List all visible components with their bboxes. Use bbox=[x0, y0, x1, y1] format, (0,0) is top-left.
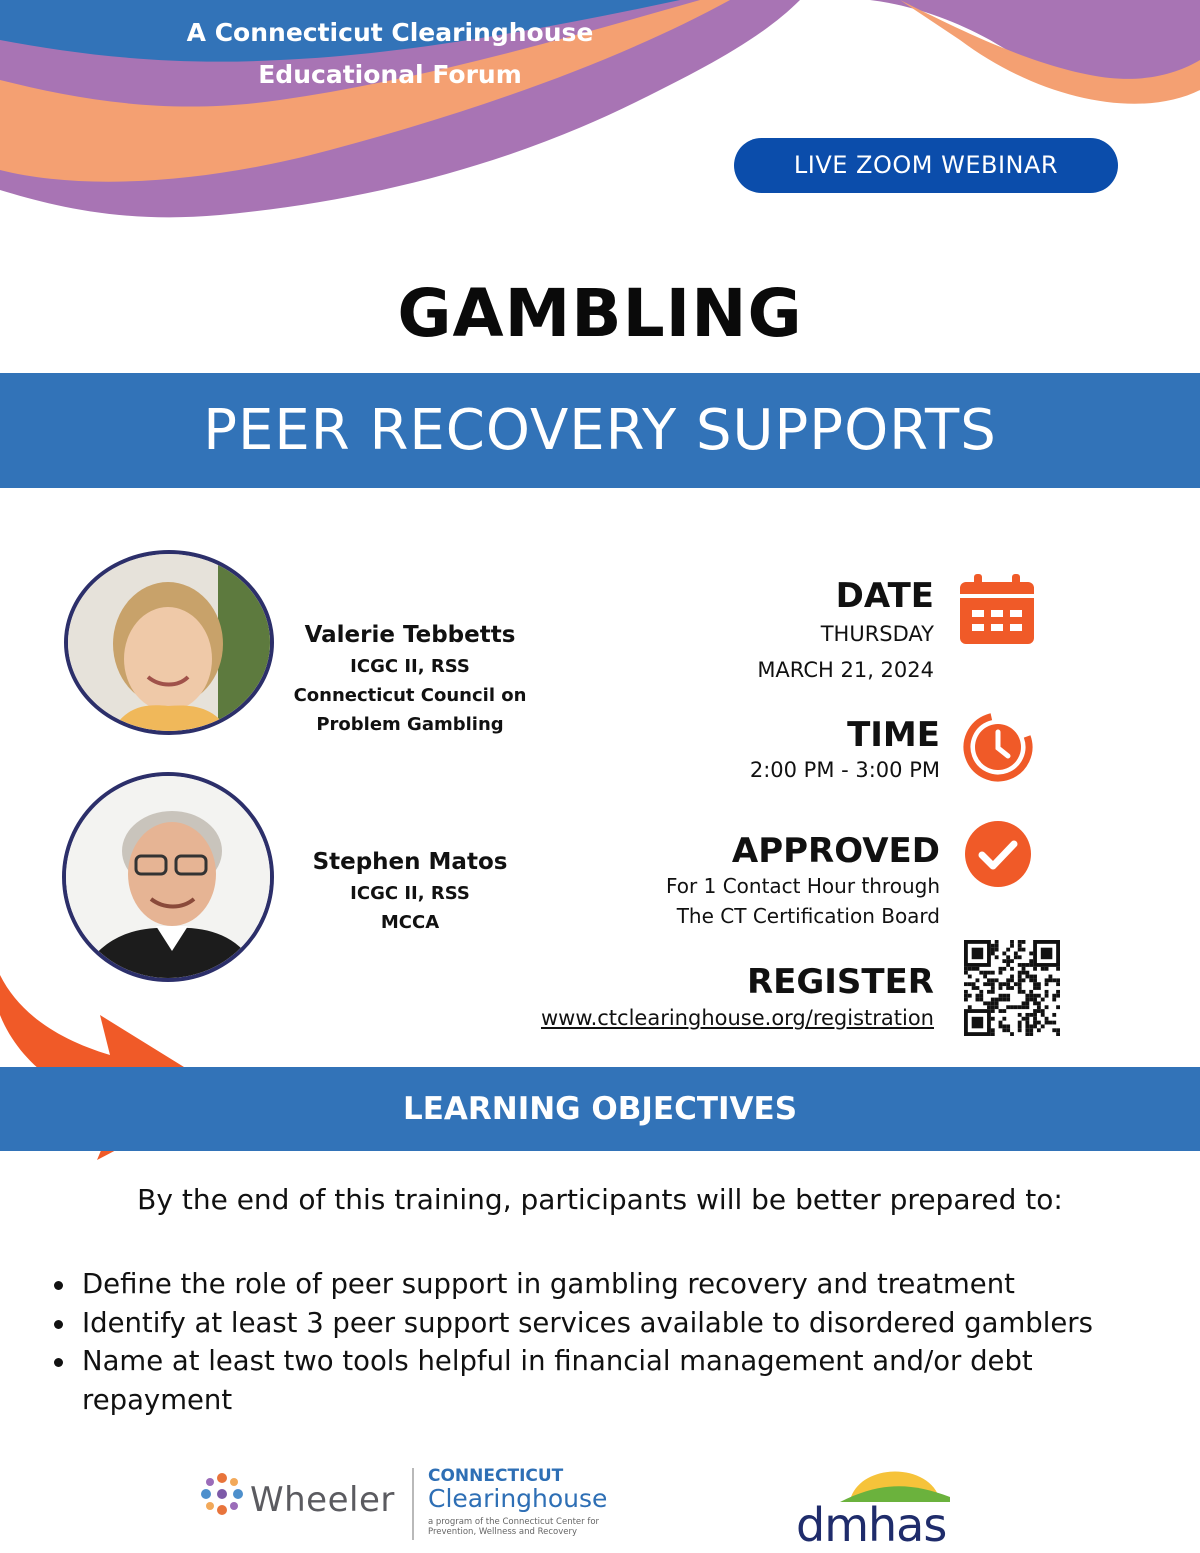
dmhas-logo: dmhas bbox=[796, 1498, 947, 1552]
checkmark-icon bbox=[964, 820, 1032, 888]
speaker-affiliation: Connecticut Council on bbox=[293, 685, 527, 706]
time-heading: TIME bbox=[847, 715, 940, 755]
approved-line-1: For 1 Contact Hour through bbox=[666, 874, 940, 898]
dmhas-sun-icon bbox=[840, 1452, 950, 1502]
objectives-lead: By the end of this training, participants will be better prepared to: bbox=[137, 1183, 1063, 1216]
logo-divider bbox=[412, 1468, 414, 1540]
speaker-affiliation: MCCA bbox=[380, 912, 440, 933]
speaker-affiliation-cont: Problem Gambling bbox=[316, 714, 504, 735]
date-heading: DATE bbox=[835, 576, 934, 616]
clock-icon bbox=[960, 708, 1038, 786]
register-link[interactable]: www.ctclearinghouse.org/registration bbox=[540, 1006, 934, 1030]
approved-block bbox=[560, 831, 940, 931]
list-item: Identify at least 3 peer support services available to disordered gamblers bbox=[50, 1304, 1180, 1343]
approved-heading: APPROVED bbox=[731, 831, 940, 871]
event-day: THURSDAY bbox=[820, 622, 934, 646]
wheeler-logo bbox=[198, 1470, 395, 1522]
objectives-banner: LEARNING OBJECTIVES bbox=[0, 1067, 1200, 1151]
clearinghouse-logo-line-2: Clearinghouse bbox=[428, 1484, 608, 1513]
forum-line-1: A Connecticut Clearinghouse bbox=[186, 18, 594, 47]
speaker-photo-valerie bbox=[64, 550, 274, 735]
speaker-valerie bbox=[270, 618, 550, 739]
clearinghouse-logo-line-1: CONNECTICUT bbox=[428, 1466, 564, 1486]
forum-line-2: Educational Forum bbox=[258, 60, 522, 89]
calendar-icon bbox=[958, 574, 1036, 646]
wheeler-flower-icon bbox=[198, 1470, 246, 1518]
speaker-name: Stephen Matos bbox=[312, 849, 508, 875]
subtitle-banner: PEER RECOVERY SUPPORTS bbox=[0, 373, 1200, 488]
time-block bbox=[600, 715, 940, 785]
date-block bbox=[600, 576, 934, 688]
clearinghouse-tagline: a program of the Connecticut Center for Prevention, Wellness and Recovery bbox=[428, 1517, 600, 1537]
register-block bbox=[480, 962, 934, 1034]
speaker-name: Valerie Tebbetts bbox=[304, 622, 516, 648]
wheeler-wordmark: Wheeler bbox=[250, 1480, 395, 1520]
list-item: Define the role of peer support in gambling recovery and treatment bbox=[50, 1265, 1180, 1304]
page-title: GAMBLING bbox=[397, 275, 803, 352]
webinar-badge: LIVE ZOOM WEBINAR bbox=[734, 138, 1118, 193]
speaker-credential: ICGC II, RSS bbox=[350, 656, 470, 677]
list-item: Name at least two tools helpful in financial management and/or debt repayment bbox=[50, 1342, 1180, 1419]
event-date: MARCH 21, 2024 bbox=[757, 658, 934, 682]
qr-code[interactable] bbox=[964, 940, 1062, 1036]
approved-line-2: The CT Certification Board bbox=[676, 904, 940, 928]
speaker-credential: ICGC II, RSS bbox=[350, 883, 470, 904]
speaker-stephen bbox=[270, 845, 550, 937]
objectives-list bbox=[50, 1265, 1180, 1419]
speaker-photo-stephen bbox=[62, 772, 274, 982]
event-time: 2:00 PM - 3:00 PM bbox=[749, 758, 940, 782]
forum-heading bbox=[120, 12, 660, 96]
register-heading: REGISTER bbox=[746, 962, 934, 1002]
